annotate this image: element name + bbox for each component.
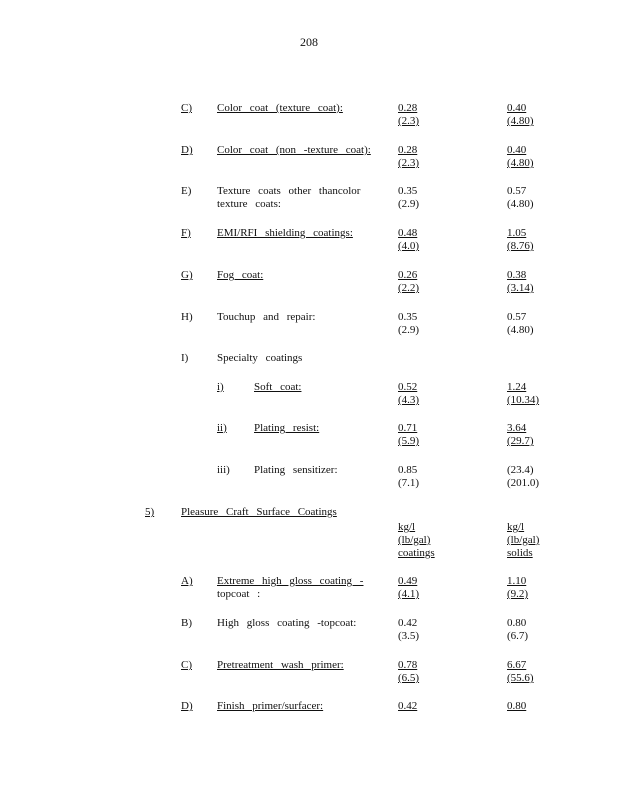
row-letter: C) — [181, 102, 192, 114]
sub-numeral: iii) — [217, 464, 230, 476]
solids-value: 0.38 (3.14) — [507, 269, 534, 294]
coatings-value: 0.71 (5.9) — [398, 422, 420, 447]
solids-column-header: kg/l (lb/gal) solids — [507, 521, 540, 559]
solids-value: 6.67 (55.6) — [507, 659, 534, 684]
solids-value: 1.24 (10.34) — [507, 381, 540, 406]
coatings-value: 0.35 (2.9) — [398, 185, 420, 210]
row-label: EMI/RFI shielding coatings: — [217, 227, 353, 239]
coatings-value: 0.48 (4.0) — [398, 227, 420, 252]
row-label: Pretreatment wash primer: — [217, 659, 344, 671]
row-label: Finish primer/surfacer: — [217, 700, 324, 712]
solids-value: 3.64 (29.7) — [507, 422, 534, 447]
coatings-value: 0.52 (4.3) — [398, 381, 420, 406]
page-number: 208 — [300, 35, 318, 49]
solids-value: 1.05 (8.76) — [507, 227, 534, 252]
row-letter: D) — [181, 144, 193, 156]
coatings-value: 0.28 (2.3) — [398, 102, 420, 127]
coatings-value: 0.42 — [398, 700, 418, 712]
row-label: Extreme high gloss coating - topcoat : — [217, 575, 364, 600]
sub-label: Plating sensitizer: — [254, 464, 338, 476]
row-letter: F) — [181, 227, 191, 239]
row-label: Texture coats other thancolor texture coats: — [217, 185, 361, 210]
sub-label: Plating resist: — [254, 422, 320, 434]
solids-value: 0.40 (4.80) — [507, 102, 534, 127]
section-title: Pleasure Craft Surface Coatings — [181, 506, 337, 518]
row-letter: B) — [181, 617, 192, 629]
row-label: High gloss coating -topcoat: — [217, 617, 357, 629]
sub-numeral: ii) — [217, 422, 227, 434]
coatings-value: 0.49 (4.1) — [398, 575, 420, 600]
row-label: Touchup and repair: — [217, 311, 316, 323]
section-number: 5) — [145, 506, 155, 518]
sub-label: Soft coat: — [254, 381, 302, 393]
row-letter: H) — [181, 311, 193, 323]
solids-value: 0.80 — [507, 700, 527, 712]
row-letter: G) — [181, 269, 193, 281]
coatings-value: 0.85 (7.1) — [398, 464, 420, 489]
row-label: Fog coat: — [217, 269, 264, 281]
coatings-value: 0.26 (2.2) — [398, 269, 420, 294]
row-letter: E) — [181, 185, 192, 197]
solids-value: 0.40 (4.80) — [507, 144, 534, 169]
solids-value: 0.57 (4.80) — [507, 185, 534, 210]
coatings-value: 0.28 (2.3) — [398, 144, 420, 169]
solids-value: 1.10 (9.2) — [507, 575, 529, 600]
solids-value: (23.4) (201.0) — [507, 464, 540, 489]
solids-value: 0.57 (4.80) — [507, 311, 534, 336]
row-letter: A) — [181, 575, 193, 587]
row-label: Specialty coatings — [217, 352, 303, 364]
coatings-value: 0.78 (6.5) — [398, 659, 420, 684]
row-label: Color coat (texture coat): — [217, 102, 343, 114]
row-letter: C) — [181, 659, 192, 671]
solids-value: 0.80 (6.7) — [507, 617, 529, 642]
sub-numeral: i) — [217, 381, 224, 393]
coatings-value: 0.42 (3.5) — [398, 617, 420, 642]
coatings-column-header: kg/l (lb/gal) coatings — [398, 521, 435, 559]
row-label: Color coat (non -texture coat): — [217, 144, 371, 156]
coatings-value: 0.35 (2.9) — [398, 311, 420, 336]
row-letter: D) — [181, 700, 193, 712]
row-letter: I) — [181, 352, 189, 364]
